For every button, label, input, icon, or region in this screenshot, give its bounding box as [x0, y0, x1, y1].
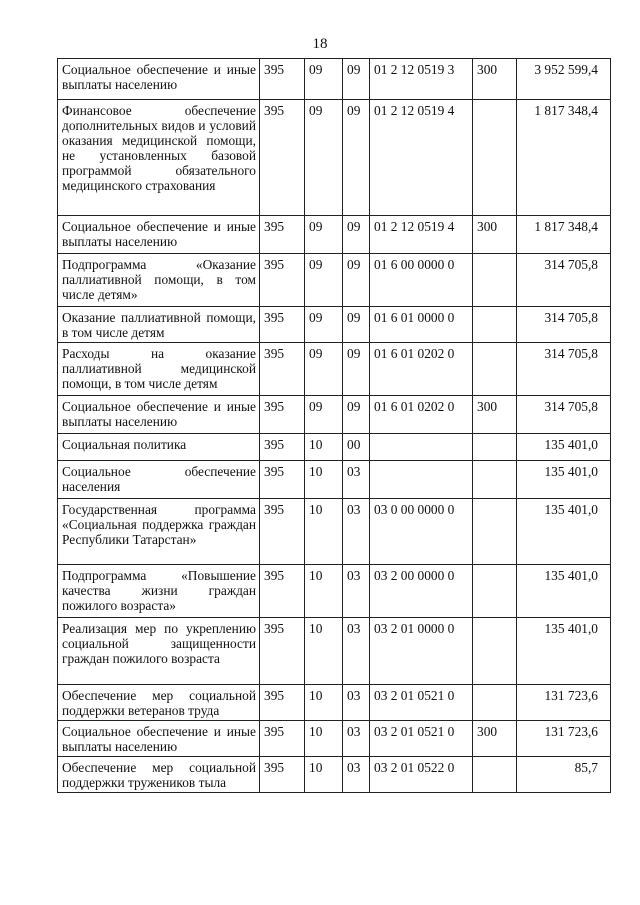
- row-amount: 135 401,0: [517, 618, 611, 685]
- row-amount: 1 817 348,4: [517, 100, 611, 216]
- table-row: [58, 499, 611, 565]
- row-section: 09: [305, 254, 343, 307]
- row-expense-type: 300: [473, 396, 517, 434]
- row-section: 10: [305, 685, 343, 721]
- table-row: [58, 565, 611, 618]
- row-ministry: 395: [260, 499, 305, 565]
- row-target: 03 2 00 0000 0: [370, 565, 473, 618]
- row-expense-type: [473, 461, 517, 499]
- table-row: [58, 307, 611, 343]
- row-expense-type: [473, 618, 517, 685]
- row-name: Оказание паллиативной помощи, в том числе детям: [58, 307, 260, 343]
- row-amount: 3 952 599,4: [517, 59, 611, 100]
- row-ministry: 395: [260, 396, 305, 434]
- row-amount: 85,7: [517, 757, 611, 793]
- table-row: [58, 254, 611, 307]
- row-section: 10: [305, 461, 343, 499]
- row-section: 09: [305, 396, 343, 434]
- row-expense-type: [473, 757, 517, 793]
- row-target: 03 2 01 0521 0: [370, 685, 473, 721]
- row-target: 01 2 12 0519 4: [370, 216, 473, 254]
- row-name: Социальное обеспечение населения: [58, 461, 260, 499]
- row-ministry: 395: [260, 100, 305, 216]
- row-subsection: 03: [343, 565, 370, 618]
- row-name: Социальная политика: [58, 434, 260, 461]
- row-expense-type: 300: [473, 216, 517, 254]
- row-amount: 135 401,0: [517, 434, 611, 461]
- row-name: Обеспечение мер социальной поддержки ветеранов труда: [58, 685, 260, 721]
- table-row: [58, 434, 611, 461]
- row-amount: 314 705,8: [517, 396, 611, 434]
- row-target: [370, 461, 473, 499]
- row-expense-type: 300: [473, 721, 517, 757]
- row-ministry: 395: [260, 254, 305, 307]
- row-name: Расходы на оказание паллиативной медицинской помощи, в том числе детям: [58, 343, 260, 396]
- row-target: [370, 434, 473, 461]
- row-ministry: 395: [260, 757, 305, 793]
- table-row: [58, 721, 611, 757]
- row-expense-type: [473, 685, 517, 721]
- row-section: 09: [305, 307, 343, 343]
- row-ministry: 395: [260, 216, 305, 254]
- table-row: [58, 343, 611, 396]
- row-target: 01 2 12 0519 4: [370, 100, 473, 216]
- row-section: 10: [305, 757, 343, 793]
- row-target: 01 2 12 0519 3: [370, 59, 473, 100]
- row-target: 01 6 01 0202 0: [370, 396, 473, 434]
- table-row: [58, 757, 611, 793]
- table-row: [58, 100, 611, 216]
- row-name: Финансовое обеспечение дополнительных видов и условий оказания медицинской помощи, не установленных базовой программой обязательного медицинского страхования: [58, 100, 260, 216]
- row-section: 10: [305, 565, 343, 618]
- row-subsection: 09: [343, 396, 370, 434]
- row-amount: 314 705,8: [517, 343, 611, 396]
- row-name: Реализация мер по укреплению социальной защищенности граждан пожилого возраста: [58, 618, 260, 685]
- table-row: [58, 59, 611, 100]
- row-expense-type: [473, 254, 517, 307]
- row-expense-type: [473, 434, 517, 461]
- row-ministry: 395: [260, 343, 305, 396]
- row-subsection: 09: [343, 59, 370, 100]
- budget-table-body: [58, 59, 611, 793]
- row-section: 09: [305, 343, 343, 396]
- row-amount: 135 401,0: [517, 565, 611, 618]
- table-row: [58, 216, 611, 254]
- row-ministry: 395: [260, 721, 305, 757]
- row-target: 03 2 01 0521 0: [370, 721, 473, 757]
- budget-table: [57, 58, 611, 793]
- row-name: Подпрограмма «Повышение качества жизни граждан пожилого возраста»: [58, 565, 260, 618]
- row-expense-type: [473, 565, 517, 618]
- row-ministry: 395: [260, 685, 305, 721]
- table-row: [58, 461, 611, 499]
- row-name: Подпрограмма «Оказание паллиативной помощи, в том числе детям»: [58, 254, 260, 307]
- row-ministry: 395: [260, 434, 305, 461]
- row-name: Социальное обеспечение и иные выплаты населению: [58, 721, 260, 757]
- row-section: 10: [305, 499, 343, 565]
- row-amount: 314 705,8: [517, 307, 611, 343]
- row-subsection: 03: [343, 618, 370, 685]
- row-name: Социальное обеспечение и иные выплаты населению: [58, 59, 260, 100]
- row-name: Социальное обеспечение и иные выплаты населению: [58, 216, 260, 254]
- row-subsection: 09: [343, 343, 370, 396]
- row-target: 03 0 00 0000 0: [370, 499, 473, 565]
- row-ministry: 395: [260, 618, 305, 685]
- row-amount: 135 401,0: [517, 461, 611, 499]
- row-section: 10: [305, 721, 343, 757]
- row-expense-type: [473, 100, 517, 216]
- row-subsection: 03: [343, 499, 370, 565]
- row-section: 09: [305, 59, 343, 100]
- row-name: Обеспечение мер социальной поддержки тружеников тыла: [58, 757, 260, 793]
- row-target: 03 2 01 0522 0: [370, 757, 473, 793]
- table-row: [58, 618, 611, 685]
- row-name: Социальное обеспечение и иные выплаты населению: [58, 396, 260, 434]
- row-ministry: 395: [260, 307, 305, 343]
- row-ministry: 395: [260, 565, 305, 618]
- row-target: 01 6 01 0202 0: [370, 343, 473, 396]
- row-target: 01 6 00 0000 0: [370, 254, 473, 307]
- row-expense-type: [473, 343, 517, 396]
- row-section: 09: [305, 100, 343, 216]
- row-expense-type: 300: [473, 59, 517, 100]
- row-subsection: 00: [343, 434, 370, 461]
- page-number: 18: [312, 36, 328, 52]
- row-target: 03 2 01 0000 0: [370, 618, 473, 685]
- row-expense-type: [473, 307, 517, 343]
- row-amount: 1 817 348,4: [517, 216, 611, 254]
- row-section: 09: [305, 216, 343, 254]
- row-expense-type: [473, 499, 517, 565]
- row-amount: 131 723,6: [517, 685, 611, 721]
- row-subsection: 03: [343, 721, 370, 757]
- table-row: [58, 396, 611, 434]
- row-subsection: 09: [343, 100, 370, 216]
- row-subsection: 09: [343, 307, 370, 343]
- row-amount: 135 401,0: [517, 499, 611, 565]
- row-subsection: 09: [343, 216, 370, 254]
- row-subsection: 03: [343, 757, 370, 793]
- row-subsection: 03: [343, 685, 370, 721]
- row-ministry: 395: [260, 461, 305, 499]
- row-section: 10: [305, 618, 343, 685]
- row-subsection: 09: [343, 254, 370, 307]
- row-amount: 314 705,8: [517, 254, 611, 307]
- row-section: 10: [305, 434, 343, 461]
- row-ministry: 395: [260, 59, 305, 100]
- row-target: 01 6 01 0000 0: [370, 307, 473, 343]
- row-name: Государственная программа «Социальная поддержка граждан Республики Татарстан»: [58, 499, 260, 565]
- row-amount: 131 723,6: [517, 721, 611, 757]
- table-row: [58, 685, 611, 721]
- row-subsection: 03: [343, 461, 370, 499]
